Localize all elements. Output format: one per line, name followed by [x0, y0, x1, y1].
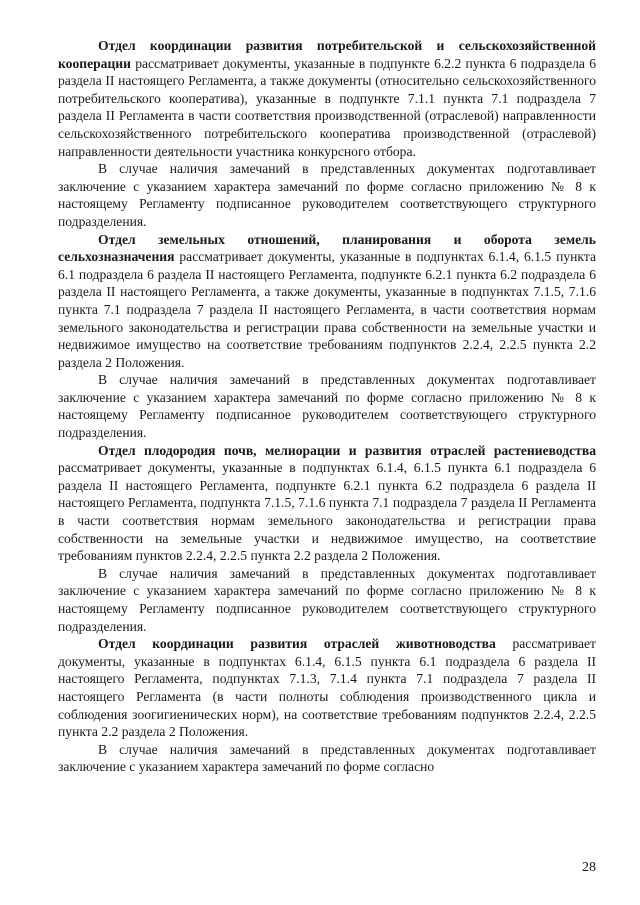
- paragraph-text: В случае наличия замечаний в представленных документах подготавливает заключение с указанием характера замечаний по форме согласно приложению № 8 к настоящему Регламенту подписанное руководителем соответствующего структурного подразделения.: [58, 372, 596, 441]
- paragraph-lead: Отдел земельных отношений, планирования и оборота земель сельхозназначения: [58, 231, 596, 265]
- paragraph-text: рассматривает документы, указанные в подпунктах 6.1.4, 6.1.5 пункта 6.1 подраздела 6 раздела II настоящего Регламента, подпункте 6.2.1 пункта 6.2 подраздела 6 раздела II настоящего Регламента, подпункта 7.1.5, 7.1.6 пункта 7.1 подраздела 7 раздела II Регламента в части соответствия нормам земельного законодательства и регистрации права собственности на земельные участки и недвижимое имущество, на соответствие требованиям пунктов 2.2.4, 2.2.5 пункта 2.2 раздела 2 Положения.: [58, 460, 596, 564]
- page-number: 28: [582, 860, 596, 875]
- paragraph-remarks: [58, 565, 596, 635]
- paragraph-text: рассматривает документы, указанные в подпунктах 6.1.4, 6.1.5 пункта 6.1 подраздела 6 раздела II настоящего Регламента, подпункте 6.2.1 пункта 6.2 подраздела 6 раздела II настоящего Регламента, а также документы, указанные в подпунктах 7.1.5, 7.1.6 пункта 7.1 подраздела 7 раздела II настоящего Регламента, в части соответствия нормам земельного законодательства и регистрации права собственности на земельные участки и недвижимое имущество на соответствие требованиям подпунктов 2.2.4, 2.2.5 пункта 2.2 раздела 2 Положения.: [58, 249, 596, 370]
- paragraph-text: рассматривает документы, указанные в подпунктах 6.1.4, 6.1.5 пункта 6.1 подраздела 6 раздела II настоящего Регламента, подпунктах 7.1.3, 7.1.4 пункта 7.1 подраздела 7 раздела II настоящего Регламента (в части полноты соблюдения производственного цикла и соблюдения зоогигиенических норм), на соответствие требованиям подпунктов 2.2.4, 2.2.5 пункта 2.2 раздела 2 Положения.: [58, 636, 596, 740]
- paragraph-soil-fertility-dept: [58, 442, 596, 565]
- paragraph-lead: Отдел координации развития потребительской и сельскохозяйственной кооперации: [58, 38, 596, 71]
- paragraph-remarks: [58, 741, 596, 776]
- paragraph-cooperation-dept: [58, 37, 596, 160]
- paragraph-text: В случае наличия замечаний в представленных документах подготавливает заключение с указанием характера замечаний по форме согласно приложению № 8 к настоящему Регламенту подписанное руководителем соответствующего структурного подразделения.: [58, 565, 596, 634]
- paragraph-land-relations-dept: [58, 231, 596, 372]
- paragraph-lead: Отдел плодородия почв, мелиорации и развития отраслей растениеводства: [98, 442, 596, 458]
- paragraph-text: В случае наличия замечаний в представленных документах подготавливает заключение с указанием характера замечаний по форме согласно приложению № 8 к настоящему Регламенту подписанное руководителем соответствующего структурного подразделения.: [58, 161, 596, 229]
- paragraph-lead: Отдел координации развития отраслей животноводства: [98, 636, 496, 652]
- paragraph-remarks: [58, 160, 596, 230]
- paragraph-livestock-dept: [58, 635, 596, 741]
- paragraph-text: рассматривает документы, указанные в подпункте 6.2.2 пункта 6 подраздела 6 раздела II настоящего Регламента, а также документы (относительно сельскохозяйственного потребительского кооператива), указанные в подпункте 7.1.1 пункта 7.1 подраздела 7 раздела II Регламента в части соответствия производственной (отраслевой) направленности сельскохозяйственного потребительского кооператива производственной (отраслевой) направленности деятельности участника конкурсного отбора.: [58, 55, 596, 159]
- paragraph-remarks: [58, 371, 596, 441]
- document-body: [58, 37, 596, 776]
- paragraph-text: В случае наличия замечаний в представленных документах подготавливает заключение с указанием характера замечаний по форме согласно: [58, 741, 596, 775]
